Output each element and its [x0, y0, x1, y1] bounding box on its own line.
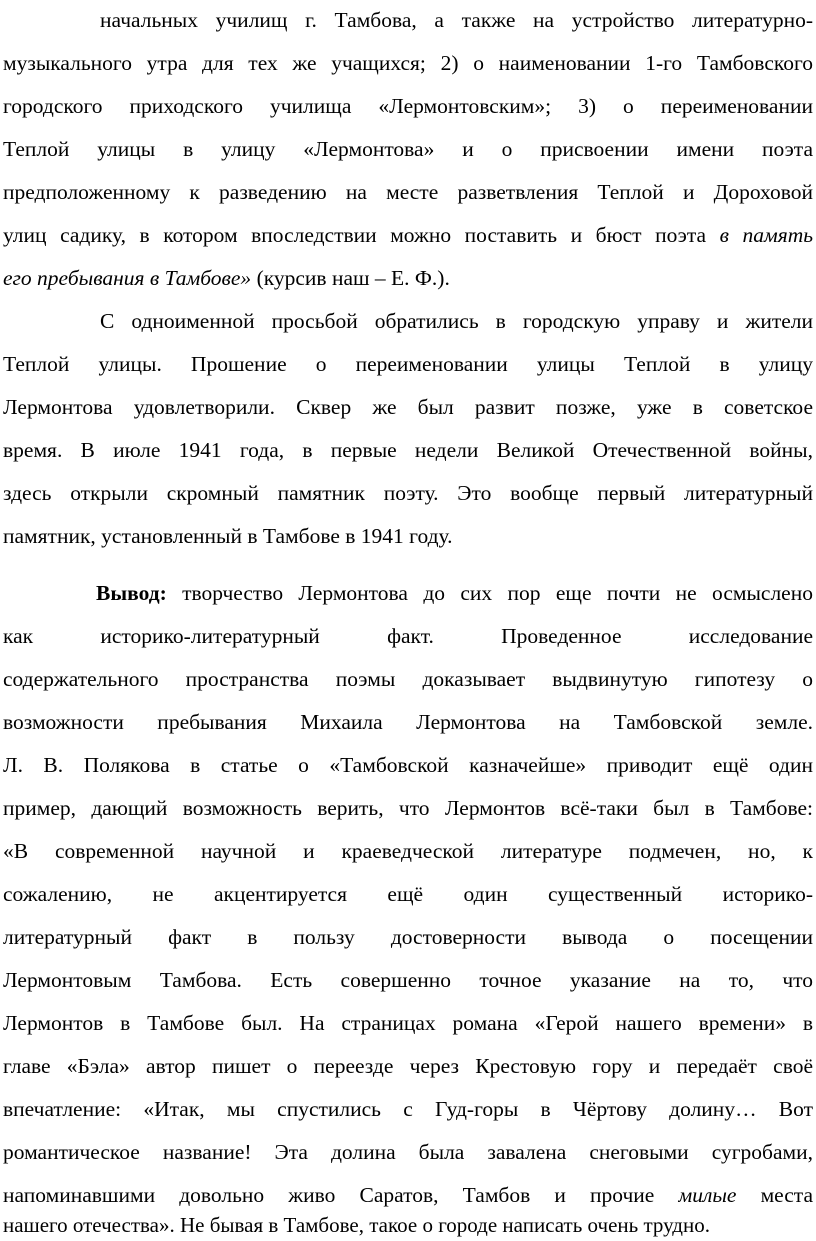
paragraph-2-line-5: здесь открыли скромный памятник поэту. Это вообще первый литературный — [3, 481, 813, 505]
paragraph-3-line-7: «В современной научной и краеведческой литературе подмечен, но, к — [3, 839, 813, 863]
paragraph-3-line-11: Лермонтов в Тамбове был. На страницах романа «Герой нашего времени» в — [3, 1011, 813, 1035]
paragraph-3-line-15-text: напоминавшими довольно живо Саратов, Тамбов и прочие — [3, 1183, 679, 1207]
paragraph-3-line-8: сожалению, не акцентируется ещё один существенный историко- — [3, 882, 813, 906]
paragraph-3-line-15-end: места — [736, 1183, 813, 1207]
paragraph-1-line-7-italic: его пребывания в Тамбове» — [3, 266, 252, 290]
paragraph-3-line-4: возможности пребывания Михаила Лермонтова на Тамбовской земле. — [3, 710, 813, 734]
paragraph-3-line-10: Лермонтовым Тамбова. Есть совершенно точное указание на то, что — [3, 968, 813, 992]
paragraph-1-line-3: городского приходского училища «Лермонтовским»; 3) о переименовании — [3, 94, 813, 118]
paragraph-2-line-4: время. В июле 1941 года, в первые недели Великой Отечественной войны, — [3, 438, 813, 462]
paragraph-1-line-1: начальных училищ г. Тамбова, а также на устройство литературно- — [100, 8, 813, 32]
paragraph-3-line-3: содержательного пространства поэмы доказывает выдвинутую гипотезу о — [3, 667, 813, 691]
paragraph-1-line-4: Теплой улицы в улицу «Лермонтова» и о присвоении имени поэта — [3, 137, 813, 161]
paragraph-3-line-1 — [96, 578, 813, 608]
paragraph-1-line-7-text: (курсив наш – Е. Ф.). — [251, 266, 450, 290]
paragraph-3-line-14: романтическое название! Эта долина была завалена снеговыми сугробами, — [3, 1140, 813, 1164]
paragraph-2-line-6: памятник, установленный в Тамбове в 1941 году. — [3, 524, 453, 548]
paragraph-1-line-6 — [3, 220, 813, 250]
paragraph-3-line-1-text: творчество Лермонтова до сих пор еще почти не осмыслено — [166, 581, 813, 605]
paragraph-2-line-3: Лермонтова удовлетворили. Сквер же был развит позже, уже в советское — [3, 395, 813, 419]
paragraph-2-line-2: Теплой улицы. Прошение о переименовании улицы Теплой в улицу — [3, 352, 813, 376]
paragraph-3-line-5: Л. В. Полякова в статье о «Тамбовской казначейше» приводит ещё один — [3, 753, 813, 777]
paragraph-3-line-9: литературный факт в пользу достоверности вывода о посещении — [3, 925, 813, 949]
paragraph-3-line-2: как историко-литературный факт. Проведенное исследование — [3, 624, 813, 648]
paragraph-2-line-1: С одноименной просьбой обратились в городскую управу и жители — [100, 309, 813, 333]
paragraph-1-line-2: музыкального утра для тех же учащихся; 2) о наименовании 1-го Тамбовского — [3, 51, 813, 75]
paragraph-3-line-6: пример, дающий возможность верить, что Лермонтов всё-таки был в Тамбове: — [3, 796, 813, 820]
paragraph-3-line-12: главе «Бэла» автор пишет о переезде через Крестовую гору и передаёт своё — [3, 1054, 813, 1078]
paragraph-3-line-15-italic: милые — [678, 1183, 737, 1207]
conclusion-label: Вывод: — [96, 581, 167, 605]
paragraph-1-line-5: предположенному к разведению на месте разветвления Теплой и Дороховой — [3, 180, 813, 204]
paragraph-1-line-6-italic: в память — [719, 223, 813, 247]
paragraph-3-line-13: впечатление: «Итак, мы спустились с Гуд-горы в Чёртову долину… Вот — [3, 1097, 813, 1121]
paragraph-3-line-16: нашего отечества». Не бывая в Тамбове, такое о городе написать очень трудно. — [3, 1213, 710, 1237]
paragraph-1-line-7 — [3, 263, 813, 293]
paragraph-3-line-15 — [3, 1180, 813, 1210]
paragraph-1-line-6-text: улиц садику, в котором впоследствии можно поставить и бюст поэта — [3, 223, 720, 247]
